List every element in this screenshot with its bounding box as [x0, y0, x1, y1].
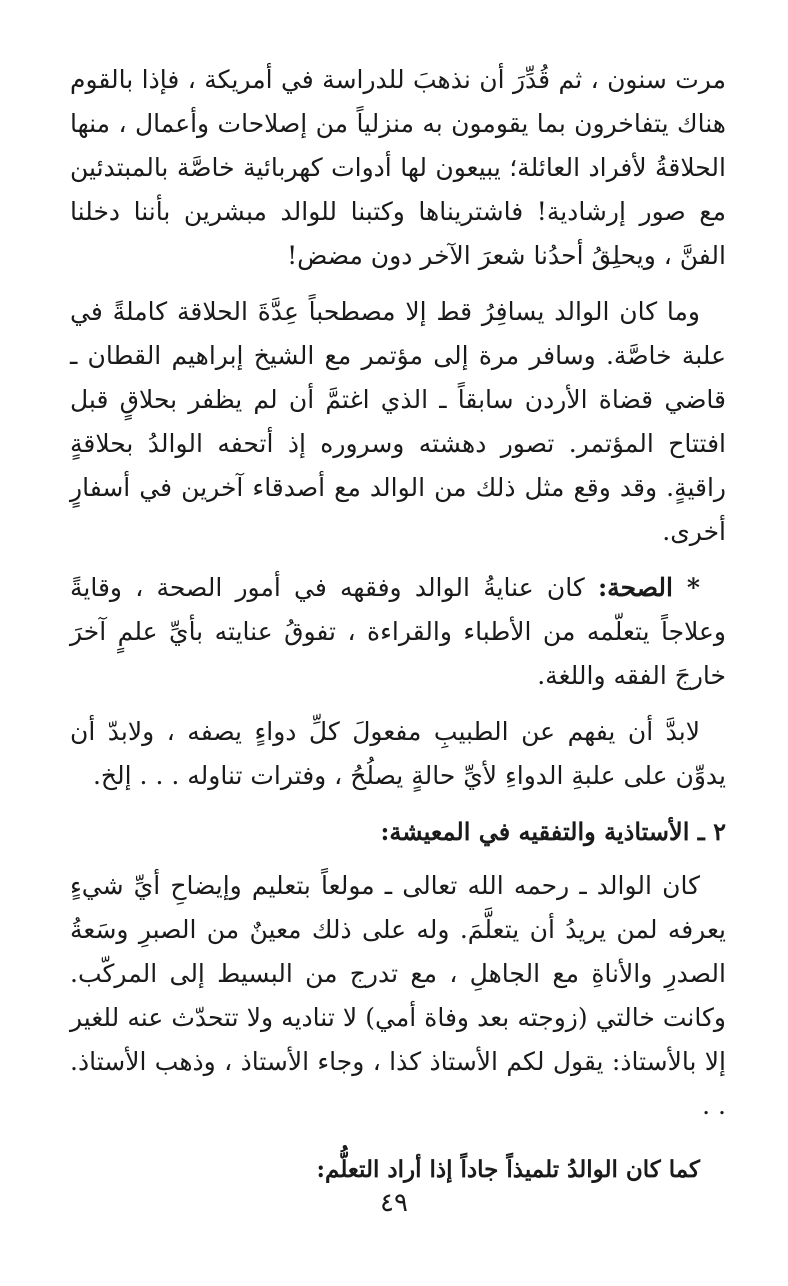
paragraph-haircut-america: مرت سنون ، ثم قُدِّرَ أن نذهبَ للدراسة في أمريكة ، فإذا بالقوم هناك يتفاخرون بما يقومون به منزلياً من إصلاحات وأعمال ، منها الحلاقةُ لأفراد العائلة؛ يبيعون لها أدوات كهربائية خاصَّة بالمبتدئين مع صور إرشادية! فاشتريناها وكتبنا للوالد مبشرين بأننا دخلنا الفنَّ ، ويحلِقُ أحدُنا شعرَ الآخر دون مضض!	[70, 65, 726, 270]
health-label: * الصحة:	[597, 573, 700, 602]
paragraph-teaching: كان الوالد ـ رحمه الله تعالى ـ مولعاً بتعليم وإيضاحِ أيِّ شيءٍ يعرفه لمن يريدُ أن يتعلَّمَ. وله على ذلك معينٌ من الصبرِ وسَعةُ الصدرِ والأناةِ مع الجاهلِ ، مع تدرج من البسيط إلى المركّب. وكانت خالتي (زوجته بعد وفاة أمي) لا تناديه ولا تتحدّث عنه للغير إلا بالأستاذ: يقول لكم الأستاذ كذا ، وجاء الأستاذ ، وذهب الأستاذ. . .	[70, 871, 726, 1120]
subheading-student: كما كان الوالدُ تلميذاً جاداً إذا أراد التعلُّم:	[316, 1156, 700, 1183]
page-body	[70, 58, 726, 1192]
health-text: كان عنايةُ الوالد وفقهه في أمور الصحة ، وقايةً وعلاجاً يتعلّمه من الأطباء والقراءة ، تفوقُ عنايته بأيِّ علمٍ آخرَ خارجَ الفقه واللغة.	[70, 573, 726, 690]
paragraph-health	[70, 566, 726, 698]
page-number: ٤٩	[380, 1188, 408, 1218]
paragraph-medicine: لابدَّ أن يفهم عن الطبيبِ مفعولَ كلِّ دواءٍ يصفه ، ولابدّ أن يدوِّن على علبةِ الدواءِ لأيِّ حالةٍ يصلُحُ ، وفترات تناوله . . . إلخ.	[70, 717, 726, 790]
paragraph-haircut-travel: وما كان الوالد يسافِرُ قط إلا مصطحباً عِدَّةَ الحلاقة كاملةً في علبة خاصَّة. وسافر مرة إلى مؤتمر مع الشيخ إبراهيم القطان ـ قاضي قضاة الأردن سابقاً ـ الذي اغتمَّ أن لم يظفر بحلاقٍ قبل افتتاح المؤتمر. تصور دهشته وسروره إذ أتحفه الوالدُ بحلاقةٍ راقيةٍ. وقد وقع مثل ذلك من الوالد مع أصدقاء آخرين في أسفارٍ أخرى.	[70, 297, 726, 546]
section-heading-teaching: ٢ ـ الأستاذية والتفقيه في المعيشة:	[380, 817, 726, 846]
